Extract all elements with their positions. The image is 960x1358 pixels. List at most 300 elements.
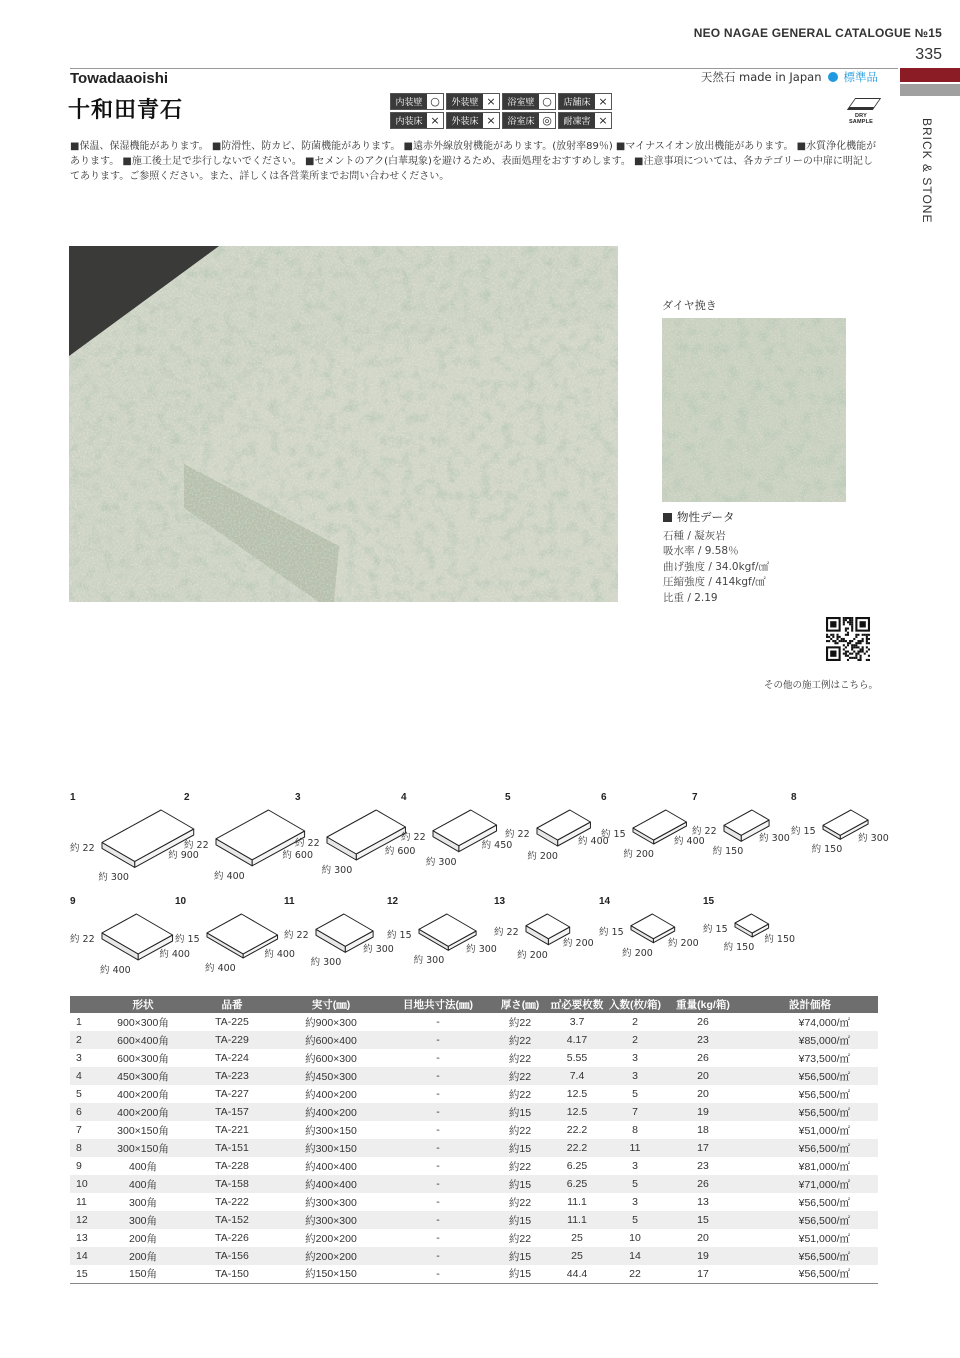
cell-thickness: 約22: [508, 1016, 532, 1029]
usage-label: 耐凍害: [559, 113, 595, 128]
cell-joint-size: -: [384, 1175, 492, 1193]
col-header-weight: 重量(kg/箱): [664, 996, 742, 1013]
cell-thickness: 約22: [508, 1160, 532, 1173]
cell-pieces-per-sqm: 22.2: [548, 1139, 606, 1157]
cell-pieces-per-box: 5: [606, 1175, 664, 1193]
shape-length-label: 約 400: [159, 949, 190, 961]
usage-label: 浴室床: [503, 113, 539, 128]
usage-mark: ○: [539, 94, 555, 109]
table-row: [70, 1157, 878, 1175]
cell-size: 約150×150: [278, 1265, 384, 1283]
cell-weight: 20: [697, 1232, 709, 1244]
cell-joint-size: -: [384, 1247, 492, 1265]
shape-number: 9: [70, 896, 76, 907]
table-row: [70, 1247, 878, 1265]
cell-joint-size: -: [436, 1016, 440, 1028]
cell-pieces-per-sqm: 5.55: [566, 1052, 588, 1064]
shape-length-label: 約 900: [168, 850, 199, 862]
shape-width-label: 約 200: [623, 849, 654, 860]
cell-shape: 400×200角: [117, 1088, 169, 1101]
cell-price: ¥73,500/㎡: [798, 1052, 850, 1065]
cell-pieces-per-sqm: 12.5: [548, 1103, 606, 1121]
shape-width-label: 約 150: [723, 942, 755, 953]
table-row: [70, 1067, 878, 1085]
shape-width-label: 約 300: [98, 872, 129, 884]
table-row: [70, 1121, 878, 1139]
cell-thickness: 約22: [492, 1031, 548, 1049]
cell-price: ¥56,500/㎡: [742, 1139, 878, 1157]
cell-joint-size: -: [436, 1196, 440, 1208]
cell-thickness: 約22: [508, 1052, 532, 1065]
stone-photo-illustration: [69, 246, 618, 602]
cell-thickness: 約22: [508, 1124, 532, 1137]
shape-width-label: 約 300: [321, 865, 353, 876]
cell-price: ¥56,500/㎡: [742, 1247, 878, 1265]
cell-price: ¥56,500/㎡: [798, 1196, 850, 1209]
shape-width-label: 約 300: [310, 957, 342, 969]
shape-number: 2: [184, 792, 190, 803]
cell-code: TA-221: [215, 1124, 249, 1136]
shape-number: 15: [703, 896, 715, 907]
shape-thickness-label: 約 15: [703, 924, 728, 935]
shape-number: 7: [692, 792, 698, 803]
shape-diagram: [505, 792, 615, 882]
cell-no: 2: [70, 1031, 100, 1049]
cell-pieces-per-box: 22: [606, 1265, 664, 1283]
cell-shape: 300×150角: [117, 1124, 169, 1137]
cell-pieces-per-sqm: 25: [548, 1247, 606, 1265]
shape-diagram: [791, 792, 901, 882]
table-row: [70, 1229, 878, 1247]
cell-price: ¥85,000/㎡: [742, 1031, 878, 1049]
cell-joint-size: -: [384, 1067, 492, 1085]
cell-code: TA-228: [215, 1160, 249, 1172]
cell-size: 約200×200: [278, 1247, 384, 1265]
usage-cell: [502, 112, 556, 129]
swatch-label: ダイヤ挽き: [662, 299, 717, 312]
shape-width-label: 約 200: [622, 947, 653, 959]
cell-thickness: 約22: [492, 1067, 548, 1085]
cell-pieces-per-box: 11: [606, 1139, 664, 1157]
shape-thickness-label: 約 22: [70, 843, 95, 855]
standard-dot-icon: [828, 72, 838, 82]
usage-cell: [446, 93, 500, 110]
cell-shape: 300角: [128, 1196, 158, 1209]
cell-price: ¥71,000/㎡: [742, 1175, 878, 1193]
cell-price: ¥51,000/㎡: [798, 1232, 850, 1245]
usage-label: 内装床: [391, 113, 427, 128]
cell-size: 約300×300: [305, 1196, 357, 1209]
cell-code: TA-150: [186, 1265, 278, 1283]
cell-thickness: 約22: [508, 1196, 532, 1209]
shape-thickness-label: 約 22: [70, 933, 95, 945]
cell-pieces-per-sqm: 22.2: [566, 1124, 588, 1136]
shape-thickness-label: 約 22: [494, 926, 519, 938]
dry-sample-icon: [843, 96, 879, 125]
shape-length-label: 約 600: [282, 850, 314, 862]
cell-thickness: 約22: [508, 1232, 532, 1245]
cell-joint-size: -: [384, 1031, 492, 1049]
shape-diagram: [284, 896, 394, 986]
cell-pieces-per-sqm: 11.1: [548, 1211, 606, 1229]
col-header-pieces-per-box: 入数(枚/箱): [606, 996, 664, 1013]
main-stone-photo: [69, 246, 618, 602]
shape-diagram: [692, 792, 802, 882]
cell-shape: 400×200角: [100, 1103, 186, 1121]
property-item: 圧縮強度 / 414kgf/㎠: [663, 576, 766, 588]
cell-joint-size: -: [384, 1139, 492, 1157]
usage-label: 店舗床: [559, 94, 595, 109]
cell-weight: 15: [664, 1211, 742, 1229]
shape-diagram: [387, 896, 497, 986]
cell-price: ¥56,500/㎡: [742, 1067, 878, 1085]
shape-diagram: [703, 896, 813, 986]
cell-code: TA-227: [215, 1088, 249, 1100]
shape-number: 5: [505, 792, 511, 803]
cell-joint-size: -: [384, 1211, 492, 1229]
usage-mark: ×: [595, 113, 611, 128]
shape-number: 13: [494, 896, 506, 907]
cell-joint-size: -: [384, 1265, 492, 1283]
shape-width-label: 約 300: [413, 955, 445, 967]
cell-shape: 300角: [100, 1211, 186, 1229]
shape-width-label: 約 150: [712, 846, 744, 858]
cell-pieces-per-sqm: 25: [571, 1232, 583, 1244]
shape-diagram: [295, 792, 416, 882]
origin-line: [701, 69, 878, 85]
shape-thickness-label: 約 15: [791, 826, 816, 838]
cell-size: 約300×150: [278, 1139, 384, 1157]
cell-no: 15: [70, 1265, 100, 1283]
cell-shape: 300×150角: [100, 1139, 186, 1157]
shape-thickness-label: 約 15: [387, 930, 412, 942]
cell-price: ¥81,000/㎡: [798, 1160, 850, 1173]
shape-thickness-label: 約 15: [599, 926, 624, 938]
cell-pieces-per-sqm: 6.25: [566, 1160, 588, 1172]
table-row: [70, 1139, 878, 1157]
shape-length-label: 約 150: [764, 933, 796, 945]
table-row: [70, 1175, 878, 1193]
cell-joint-size: -: [436, 1232, 440, 1244]
table-row: [70, 1049, 878, 1067]
cell-thickness: 約15: [492, 1265, 548, 1283]
table-row: [70, 1193, 878, 1211]
properties-heading: [663, 510, 769, 526]
cell-no: 5: [76, 1088, 82, 1100]
cell-weight: 13: [697, 1196, 709, 1208]
cell-code: TA-224: [215, 1052, 249, 1064]
usage-mark: ×: [483, 94, 499, 109]
cell-pieces-per-box: 2: [632, 1016, 638, 1028]
cell-thickness: 約15: [492, 1175, 548, 1193]
cell-code: TA-222: [215, 1196, 249, 1208]
shape-number: 8: [791, 792, 797, 803]
shape-width-label: 約 200: [527, 851, 558, 862]
cell-pieces-per-sqm: 44.4: [548, 1265, 606, 1283]
product-roman-name: Towadaaoishi: [70, 70, 169, 87]
page-number: 335: [915, 46, 942, 63]
shape-length-label: 約 300: [759, 832, 790, 844]
usage-label: 内装壁: [391, 94, 427, 109]
cell-price: ¥56,500/㎡: [798, 1088, 850, 1101]
usage-cell: [558, 93, 612, 110]
category-tab-gray: [900, 84, 960, 96]
cell-pieces-per-box: 3: [632, 1052, 638, 1064]
cell-no: 6: [70, 1103, 100, 1121]
shape-length-label: 約 400: [578, 836, 609, 847]
cell-weight: 19: [664, 1247, 742, 1265]
shape-width-label: 約 300: [425, 856, 457, 868]
col-header-no: [70, 996, 100, 1013]
cell-code: TA-152: [186, 1211, 278, 1229]
shape-length-label: 約 300: [466, 943, 497, 955]
cell-thickness: 約15: [492, 1211, 548, 1229]
shape-diagram: [184, 792, 314, 882]
cell-pieces-per-box: 7: [606, 1103, 664, 1121]
qr-caption: その他の施工例はこちら。: [764, 680, 879, 691]
cell-pieces-per-box: 2: [606, 1031, 664, 1049]
shape-length-label: 約 200: [668, 937, 699, 949]
spec-table-body: [70, 1013, 878, 1283]
shape-width-label: 約 400: [100, 964, 131, 976]
cell-weight: 18: [697, 1124, 709, 1136]
shape-number: 6: [601, 792, 607, 803]
cell-no: 7: [76, 1124, 82, 1136]
cell-thickness: 約15: [492, 1103, 548, 1121]
cell-no: 8: [70, 1139, 100, 1157]
cell-pieces-per-box: 5: [606, 1211, 664, 1229]
cell-no: 14: [70, 1247, 100, 1265]
cell-weight: 17: [664, 1139, 742, 1157]
shape-diagram: [70, 792, 199, 884]
cell-shape: 450×300角: [100, 1067, 186, 1085]
cell-weight: 23: [664, 1031, 742, 1049]
cell-size: 約600×300: [305, 1052, 357, 1065]
product-notes: ■保温、保湿機能があります。 ■防滑性、防カビ、防菌機能があります。 ■遠赤外線放射機能があります。(放射率89％) ■マイナスイオン放出機能があります。 ■水質浄化機能があります。 ■施工後土足で歩行しないでください。 ■セメントのアク(白華現象)を避けるため、表面処理をおすすめします。 ■注意事項については、各カテゴリーの中扉に明記してあります。ご参照ください。また、詳しくは各営業所までお問い合わせください。: [70, 141, 877, 182]
cell-shape: 150角: [100, 1265, 186, 1283]
cell-code: TA-157: [186, 1103, 278, 1121]
cell-joint-size: -: [436, 1052, 440, 1064]
cell-pieces-per-box: 5: [632, 1088, 638, 1100]
cell-weight: 20: [697, 1088, 709, 1100]
cell-price: ¥56,500/㎡: [742, 1211, 878, 1229]
cell-code: TA-229: [186, 1031, 278, 1049]
table-row: [70, 1265, 878, 1283]
cell-no: 12: [70, 1211, 100, 1229]
cell-size: 約400×200: [278, 1103, 384, 1121]
table-row: [70, 1211, 878, 1229]
shape-length-label: 約 400: [674, 836, 705, 847]
properties-title: 物性データ: [677, 510, 735, 524]
cell-thickness: 約15: [492, 1247, 548, 1265]
cell-weight: 26: [664, 1175, 742, 1193]
cell-joint-size: -: [436, 1160, 440, 1172]
usage-mark: ×: [483, 113, 499, 128]
cell-weight: 20: [664, 1067, 742, 1085]
catalogue-title: NEO NAGAE GENERAL CATALOGUE №15: [693, 26, 942, 40]
cell-shape: 400角: [100, 1175, 186, 1193]
usage-grid: [390, 93, 612, 129]
cell-code: TA-226: [215, 1232, 249, 1244]
property-item: 吸水率 / 9.58％: [663, 545, 739, 557]
usage-cell: [390, 112, 444, 129]
shape-number: 14: [599, 896, 611, 907]
shape-length-label: 約 600: [384, 845, 416, 857]
col-header-shape: 形状: [100, 996, 186, 1013]
col-header-price: 設計価格: [742, 996, 878, 1013]
cell-pieces-per-sqm: 3.7: [569, 1016, 585, 1028]
cell-size: 約600×400: [278, 1031, 384, 1049]
cell-thickness: 約22: [508, 1088, 532, 1101]
side-category-label: BRICK & STONE: [920, 118, 934, 224]
cell-weight: 17: [664, 1265, 742, 1283]
shape-thickness-label: 約 15: [175, 933, 200, 945]
shape-number: 3: [295, 792, 301, 803]
shape-number: 10: [175, 896, 187, 907]
shape-diagram: [599, 896, 709, 986]
shape-width-label: 約 200: [517, 949, 548, 961]
cell-code: TA-156: [186, 1247, 278, 1265]
property-item: 石種 / 凝灰岩: [663, 529, 726, 542]
property-item: 比重 / 2.19: [663, 591, 718, 604]
shape-number: 4: [401, 792, 407, 803]
square-bullet-icon: [663, 513, 672, 522]
shape-diagram: [494, 896, 604, 986]
cell-no: 13: [76, 1232, 88, 1244]
cell-weight: 26: [697, 1052, 709, 1064]
cell-joint-size: -: [436, 1088, 440, 1100]
cell-shape: 600×300角: [117, 1052, 169, 1065]
shape-width-label: 約 150: [811, 844, 843, 856]
cell-code: TA-151: [186, 1139, 278, 1157]
tile-shape-icon: [703, 896, 813, 986]
shape-length-label: 約 450: [481, 840, 513, 852]
cell-code: TA-158: [186, 1175, 278, 1193]
spec-table: [70, 996, 878, 1284]
cell-shape: 400角: [128, 1160, 158, 1173]
cell-price: ¥74,000/㎡: [798, 1016, 850, 1029]
table-header-row: [70, 996, 878, 1013]
usage-cell: [502, 93, 556, 110]
property-item: 曲げ強度 / 34.0kgf/㎠: [663, 560, 770, 573]
cell-size: 約300×150: [305, 1124, 357, 1137]
cell-no: 9: [76, 1160, 82, 1172]
usage-mark: ○: [427, 94, 443, 109]
cell-joint-size: -: [384, 1103, 492, 1121]
cell-pieces-per-box: 3: [632, 1160, 638, 1172]
cell-no: 1: [76, 1016, 82, 1028]
standard-label: 標準品: [843, 70, 878, 84]
stone-swatch: [662, 318, 846, 502]
cell-size: 約400×200: [305, 1088, 357, 1101]
cell-size: 約200×200: [305, 1232, 357, 1245]
table-row: [70, 1013, 878, 1031]
cell-weight: 26: [697, 1016, 709, 1028]
physical-properties: [663, 510, 769, 606]
cell-shape: 200角: [128, 1232, 158, 1245]
usage-cell: [558, 112, 612, 129]
cell-price: ¥56,500/㎡: [742, 1103, 878, 1121]
shape-length-label: 約 300: [363, 943, 394, 955]
cell-pieces-per-sqm: 6.25: [548, 1175, 606, 1193]
shape-thickness-label: 約 22: [401, 831, 426, 843]
cell-no: 3: [76, 1052, 82, 1064]
usage-label: 外装床: [447, 113, 483, 128]
cell-size: 約900×300: [305, 1016, 357, 1029]
shape-number: 1: [70, 792, 76, 803]
cell-size: 約400×400: [278, 1175, 384, 1193]
cell-size: 約300×300: [278, 1211, 384, 1229]
col-header-joint-size: 目地共寸法(㎜): [384, 996, 492, 1013]
usage-label: 外装壁: [447, 94, 483, 109]
table-row: [70, 1085, 878, 1103]
usage-mark: ×: [595, 94, 611, 109]
shape-thickness-label: 約 22: [184, 839, 209, 851]
shape-length-label: 約 300: [858, 832, 889, 844]
dry-sample-label: DRY SAMPLE: [848, 113, 874, 125]
usage-mark: ◎: [539, 113, 555, 128]
cell-no: 10: [70, 1175, 100, 1193]
usage-mark: ×: [427, 113, 443, 128]
shape-number: 12: [387, 896, 399, 907]
cell-pieces-per-sqm: 11.1: [567, 1196, 587, 1208]
cell-pieces-per-box: 3: [606, 1067, 664, 1085]
cell-no: 4: [70, 1067, 100, 1085]
table-row: [70, 1103, 878, 1121]
qr-code-icon[interactable]: [826, 617, 870, 661]
col-header-size: 実寸(㎜): [278, 996, 384, 1013]
cell-pieces-per-box: 8: [632, 1124, 638, 1136]
cell-pieces-per-box: 3: [632, 1196, 638, 1208]
usage-cell: [446, 112, 500, 129]
shape-number: 11: [284, 896, 295, 907]
cell-code: TA-225: [215, 1016, 249, 1028]
shape-length-label: 約 200: [563, 937, 594, 949]
cell-no: 11: [76, 1196, 87, 1208]
cell-pieces-per-box: 14: [606, 1247, 664, 1265]
cell-pieces-per-sqm: 4.17: [548, 1031, 606, 1049]
dry-sample-plate-icon: [847, 98, 881, 110]
shape-diagram: [401, 792, 511, 882]
cell-weight: 23: [697, 1160, 709, 1172]
shape-width-label: 約 400: [214, 870, 245, 882]
cell-shape: 200角: [100, 1247, 186, 1265]
cell-weight: 19: [664, 1103, 742, 1121]
cell-pieces-per-box: 10: [629, 1232, 641, 1244]
category-tab-red: [900, 68, 960, 82]
shape-thickness-label: 約 22: [284, 930, 309, 942]
cell-pieces-per-sqm: 7.4: [548, 1067, 606, 1085]
col-header-pieces-per-sqm: ㎡必要枚数: [548, 996, 606, 1013]
cell-price: ¥56,500/㎡: [742, 1265, 878, 1283]
cell-size: 約400×400: [305, 1160, 357, 1173]
swatch-illustration: [662, 318, 846, 502]
cell-pieces-per-sqm: 12.5: [566, 1088, 588, 1100]
shape-width-label: 約 400: [205, 962, 236, 974]
cell-joint-size: -: [436, 1124, 440, 1136]
cell-shape: 600×400角: [100, 1031, 186, 1049]
table-row: [70, 1031, 878, 1049]
cell-thickness: 約15: [492, 1139, 548, 1157]
shape-thickness-label: 約 22: [295, 838, 320, 849]
col-header-code: 品番: [186, 996, 278, 1013]
product-title: 十和田青石: [68, 98, 184, 123]
cell-size: 約450×300: [278, 1067, 384, 1085]
shape-thickness-label: 約 22: [505, 829, 530, 840]
col-header-thickness: 厚さ(㎜): [492, 996, 548, 1013]
origin-text: 天然石 made in Japan: [700, 70, 822, 84]
cell-price: ¥51,000/㎡: [798, 1124, 850, 1137]
